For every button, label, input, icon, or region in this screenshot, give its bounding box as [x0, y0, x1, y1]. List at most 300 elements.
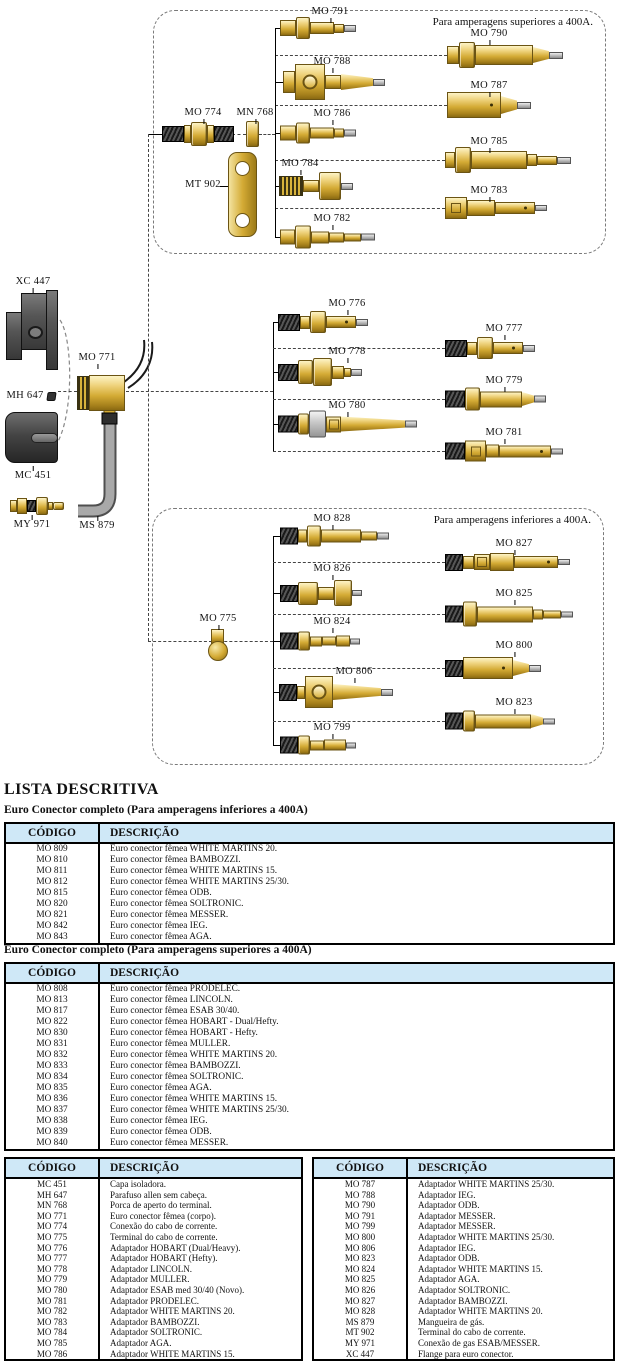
- table-row: [5, 1017, 614, 1028]
- part-segment: [344, 233, 361, 241]
- part-mo-774: [162, 122, 234, 146]
- part-code-label: XC 447: [15, 276, 51, 287]
- table-row: [5, 1211, 302, 1222]
- part-segment: [477, 606, 533, 622]
- part-segment: [405, 421, 417, 428]
- connector-line: [273, 536, 280, 537]
- column-header: CÓDIGO: [313, 1158, 407, 1178]
- part-segment: [341, 74, 373, 90]
- part-segment: [352, 590, 362, 596]
- table-row: [5, 1006, 614, 1017]
- part-mo-788: [283, 64, 385, 100]
- table-row: [5, 1083, 614, 1094]
- part-segment: [298, 582, 318, 605]
- table-row: [5, 1200, 302, 1211]
- part-description: Euro conector fêmea WHITE MARTINS 20.: [110, 844, 278, 854]
- part-segment: [465, 441, 486, 462]
- table-row: [313, 1274, 614, 1285]
- part-segment: [523, 345, 535, 352]
- part-mo-826: [280, 580, 362, 606]
- part-segment: [321, 530, 361, 543]
- part-description: Euro conector fêmea WHITE MARTINS 25/30.: [110, 877, 289, 887]
- part-description: Conexão do cabo de corrente.: [110, 1221, 218, 1232]
- part-mo-827: [445, 553, 570, 571]
- bore-hole: [312, 685, 327, 700]
- part-code: MO 775: [5, 1232, 99, 1243]
- table-components-left: [4, 1157, 303, 1361]
- part-code: MO 821: [5, 910, 99, 921]
- hose-fitting: [102, 413, 117, 424]
- part-segment: [278, 314, 300, 331]
- part-description: Euro conector fêmea ESAB 30/40.: [110, 1006, 240, 1016]
- part-segment: [334, 24, 344, 33]
- table-row: [313, 1264, 614, 1275]
- part-segment: [381, 689, 393, 696]
- part-segment: [310, 22, 334, 34]
- part-segment: [344, 25, 356, 32]
- bore-hole: [303, 75, 318, 90]
- part-segment: [310, 128, 334, 139]
- part-segment: [184, 125, 191, 143]
- part-code: MO 778: [5, 1264, 99, 1275]
- connector-line: [273, 451, 445, 452]
- part-segment: [513, 660, 529, 676]
- part-description: Euro conector fêmea AGA.: [110, 1083, 212, 1093]
- part-segment: [445, 443, 465, 460]
- table-row: [5, 1127, 614, 1138]
- part-segment: [447, 92, 501, 118]
- table-row: [5, 1338, 302, 1349]
- column-header: DESCRIÇÃO: [407, 1158, 614, 1178]
- part-code: MO 779: [5, 1274, 99, 1285]
- connector-line: [275, 55, 447, 56]
- connector-line: [275, 82, 283, 83]
- part-segment: [361, 532, 377, 541]
- part-segment: [280, 633, 298, 650]
- gas-hose: [78, 420, 110, 511]
- connector-line: [273, 745, 280, 746]
- part-segment: [325, 75, 341, 89]
- part-mo-823: [445, 711, 555, 732]
- table-row: [5, 995, 614, 1006]
- part-xc-447: [6, 290, 58, 370]
- part-code: MY 971: [313, 1338, 407, 1349]
- part-segment: [445, 554, 463, 571]
- part-code: MO 812: [5, 877, 99, 888]
- table-row: [5, 1317, 302, 1328]
- connector-line: [275, 28, 276, 237]
- part-description: Euro conector fêmea WHITE MARTINS 15.: [110, 1094, 278, 1104]
- part-mo-786: [280, 123, 356, 144]
- part-mo-791: [280, 17, 356, 39]
- part-segment: [46, 392, 56, 401]
- part-segment: [313, 358, 332, 386]
- part-segment: [278, 416, 298, 433]
- table-row: [5, 1264, 302, 1275]
- part-mt-902: [228, 152, 257, 237]
- part-segment: [475, 45, 533, 65]
- part-code: MO 831: [5, 1039, 99, 1050]
- part-mh-647: [47, 392, 56, 401]
- square-detail: [329, 419, 339, 429]
- connector-line: [273, 562, 445, 563]
- part-code-label: MO 777: [485, 323, 523, 334]
- table-row: [5, 1296, 302, 1307]
- table-row: [5, 1116, 614, 1127]
- part-description: Adaptador ODB.: [418, 1253, 480, 1264]
- part-code-label: MO 778: [328, 346, 366, 357]
- part-segment: [334, 129, 344, 138]
- part-description: Euro conector fêmea (corpo).: [110, 1210, 216, 1221]
- part-code: MO 800: [313, 1232, 407, 1243]
- part-segment: [332, 366, 344, 379]
- part-code: MO 843: [5, 932, 99, 944]
- table-row: [5, 1138, 614, 1150]
- part-code: MO 838: [5, 1116, 99, 1127]
- table-row: [313, 1338, 614, 1349]
- part-segment: [445, 391, 465, 408]
- part-segment: [463, 657, 513, 679]
- group-caption-superiores: Para amperagens superiores a 400A.: [432, 16, 593, 28]
- part-segment: [10, 500, 17, 512]
- part-segment: [296, 123, 310, 144]
- part-segment: [535, 205, 547, 211]
- table-row: [5, 1349, 302, 1361]
- part-segment: [467, 342, 477, 355]
- part-segment: [77, 376, 89, 410]
- part-segment: [543, 610, 561, 618]
- part-segment: [319, 172, 341, 200]
- part-segment: [326, 316, 356, 328]
- part-segment: [499, 445, 551, 457]
- part-segment: [531, 714, 543, 728]
- part-segment: [310, 636, 322, 646]
- part-code: MO 827: [313, 1296, 407, 1307]
- part-code: MO 781: [5, 1296, 99, 1307]
- part-segment: [445, 713, 463, 730]
- connector-line: [232, 134, 246, 135]
- part-code-label: MY 971: [13, 519, 51, 530]
- part-segment: [89, 375, 125, 411]
- page-title: LISTA DESCRITIVA: [4, 781, 159, 798]
- part-segment: [207, 125, 214, 143]
- part-segment: [495, 202, 535, 214]
- connector-line: [275, 208, 445, 209]
- part-description: Euro conector fêmea WHITE MARTINS 15.: [110, 866, 278, 876]
- part-mo-800: [445, 657, 541, 679]
- part-description: Euro conector fêmea WHITE MARTINS 25/30.: [110, 1105, 289, 1115]
- table-row: [5, 983, 614, 995]
- part-description: Conexão de gas ESAB/MESSER.: [418, 1337, 541, 1348]
- part-description: Euro conector fêmea ODB.: [110, 1127, 212, 1137]
- part-segment: [475, 714, 531, 728]
- pin-hole: [540, 450, 543, 453]
- connector-line: [58, 391, 77, 392]
- part-code-label: MO 788: [313, 56, 351, 67]
- part-segment: [214, 126, 234, 142]
- part-mo-771: [77, 375, 125, 411]
- part-description: Adaptador LINCOLN.: [110, 1263, 192, 1274]
- part-description: Adaptador AGA.: [110, 1337, 172, 1348]
- part-code-label: MO 786: [313, 108, 351, 119]
- part-segment: [474, 554, 490, 570]
- part-segment: [537, 156, 557, 165]
- part-segment: [298, 414, 309, 435]
- part-code-label: MO 823: [495, 697, 533, 708]
- table-row: [313, 1200, 614, 1211]
- table-row: [5, 1039, 614, 1050]
- part-segment: [445, 340, 467, 357]
- table-row: [5, 1061, 614, 1072]
- table-row: [5, 1221, 302, 1232]
- part-description: Euro conector fêmea AGA.: [110, 932, 212, 942]
- part-segment: [280, 585, 298, 602]
- part-segment: [298, 360, 313, 384]
- part-mo-781: [445, 441, 563, 462]
- part-segment: [336, 636, 350, 647]
- part-code-label: MO 787: [470, 80, 508, 91]
- part-description: Flange para euro conector.: [418, 1348, 514, 1359]
- table-row: [5, 1327, 302, 1338]
- table-row: [5, 1232, 302, 1243]
- part-code-label: MO 826: [313, 563, 351, 574]
- column-header: CÓDIGO: [5, 823, 99, 843]
- part-segment: [295, 226, 311, 249]
- table-row: [313, 1178, 614, 1190]
- part-mo-799: [280, 736, 356, 755]
- part-segment: [534, 396, 546, 403]
- part-mo-778: [278, 358, 362, 386]
- cap-slot: [31, 433, 58, 443]
- connector-line: [273, 593, 280, 594]
- part-segment: [501, 96, 517, 114]
- table-row: [5, 843, 614, 855]
- table-row: [5, 1050, 614, 1061]
- part-segment: [329, 232, 344, 242]
- connector-line: [220, 186, 228, 187]
- part-description: Adaptador HOBART (Hefty).: [110, 1253, 218, 1264]
- part-code-label: MS 879: [79, 520, 115, 531]
- part-code: MO 777: [5, 1253, 99, 1264]
- part-code-label: MO 780: [328, 400, 366, 411]
- table-row: [5, 1253, 302, 1264]
- part-code: MO 799: [313, 1221, 407, 1232]
- part-segment: [361, 234, 375, 241]
- part-code: MO 815: [5, 888, 99, 899]
- part-code: MO 823: [313, 1253, 407, 1264]
- column-header: DESCRIÇÃO: [99, 1158, 302, 1178]
- part-segment: [36, 497, 48, 515]
- connector-line: [273, 322, 274, 451]
- part-segment: [307, 526, 321, 547]
- connector-line: [275, 105, 447, 106]
- table-row: [313, 1285, 614, 1296]
- part-segment: [296, 17, 310, 39]
- table-row: [5, 1094, 614, 1105]
- table-euro-conector-superiores: [4, 962, 615, 1151]
- table-row: [313, 1211, 614, 1222]
- part-mo-790: [447, 42, 563, 68]
- part-code: MO 835: [5, 1083, 99, 1094]
- part-description: Adaptador WHITE MARTINS 20.: [418, 1306, 543, 1317]
- part-code: MO 826: [313, 1285, 407, 1296]
- part-segment: [445, 152, 455, 168]
- part-description: Euro conector fêmea BAMBOZZI.: [110, 1061, 241, 1071]
- part-description: Adaptador BAMBOZZI.: [110, 1316, 200, 1327]
- part-segment: [27, 500, 36, 512]
- table-row: [5, 1105, 614, 1116]
- part-description: Capa isoladora.: [110, 1179, 166, 1189]
- table-row: [5, 932, 614, 944]
- part-description: Adaptador PRODELEC.: [110, 1295, 199, 1306]
- part-code-label: MO 775: [199, 613, 237, 624]
- part-segment: [309, 411, 326, 438]
- part-description: Porca de aperto do terminal.: [110, 1200, 212, 1211]
- connector-line: [273, 614, 445, 615]
- table-subtitle-superiores: Euro Conector completo (Para amperagens superiores a 400A): [4, 944, 312, 956]
- connector-line: [148, 134, 162, 135]
- part-description: Adaptador IEG.: [418, 1242, 476, 1253]
- table-euro-conector-inferiores: [4, 822, 615, 945]
- part-segment: [529, 665, 541, 672]
- part-segment: [318, 587, 334, 600]
- connector-line: [273, 641, 280, 642]
- group-caption-inferiores: Para amperagens inferiores a 400A.: [433, 514, 591, 526]
- part-code: MO 784: [5, 1327, 99, 1338]
- part-code: MO 782: [5, 1306, 99, 1317]
- part-segment: [6, 312, 22, 360]
- part-code: MC 451: [5, 1178, 99, 1190]
- pin-hole: [490, 104, 493, 107]
- part-segment: [377, 533, 389, 540]
- part-description: Adaptador MESSER.: [418, 1221, 496, 1232]
- part-mo-828: [280, 526, 389, 547]
- part-description: Euro conector fêmea IEG.: [110, 921, 208, 931]
- part-segment: [298, 632, 310, 651]
- part-segment: [21, 293, 47, 350]
- mount-hole: [28, 326, 43, 339]
- part-code: MO 790: [313, 1200, 407, 1211]
- table-row: [313, 1317, 614, 1328]
- part-mo-785: [445, 147, 571, 173]
- part-segment: [522, 392, 534, 406]
- part-segment: [467, 200, 495, 216]
- part-segment: [305, 676, 333, 708]
- part-code: MN 768: [5, 1200, 99, 1211]
- part-description: Euro conector fêmea MESSER.: [110, 910, 229, 920]
- part-code: MO 771: [5, 1211, 99, 1222]
- connector-line: [259, 134, 275, 135]
- part-segment: [344, 130, 356, 137]
- part-mo-777: [445, 337, 535, 359]
- part-code: MS 879: [313, 1317, 407, 1328]
- part-segment: [549, 52, 563, 59]
- part-code-label: MO 784: [281, 158, 319, 169]
- table-components-right: [312, 1157, 615, 1361]
- column-header: CÓDIGO: [5, 1158, 99, 1178]
- part-description: Euro conector fêmea SOLTRONIC.: [110, 1072, 244, 1082]
- part-segment: [557, 157, 571, 164]
- part-segment: [162, 126, 184, 142]
- connector-line: [126, 391, 273, 392]
- part-code: MO 780: [5, 1285, 99, 1296]
- part-code: MO 809: [5, 843, 99, 855]
- table-row: [313, 1296, 614, 1307]
- part-segment: [533, 47, 549, 63]
- part-mo-775: [208, 629, 228, 662]
- part-code: MO 806: [313, 1243, 407, 1254]
- table-row: [5, 1190, 302, 1201]
- part-code-label: MO 806: [335, 666, 373, 677]
- terminal-hole: [235, 161, 250, 176]
- pin-hole: [524, 207, 527, 210]
- part-code-label: MO 827: [495, 538, 533, 549]
- part-code-label: MO 783: [470, 185, 508, 196]
- table-row: [313, 1327, 614, 1338]
- part-segment: [459, 42, 475, 68]
- part-code: MO 820: [5, 899, 99, 910]
- part-segment: [310, 740, 324, 750]
- table-row: [5, 1306, 302, 1317]
- part-segment: [280, 20, 296, 36]
- part-segment: [558, 559, 570, 565]
- part-code: MH 647: [5, 1190, 99, 1201]
- part-segment: [46, 290, 58, 370]
- part-segment: [351, 369, 362, 376]
- part-segment: [493, 342, 523, 354]
- part-description: Adaptador ODB.: [418, 1200, 480, 1211]
- part-segment: [551, 448, 563, 454]
- table-row: [5, 1243, 302, 1254]
- part-description: Adaptador AGA.: [418, 1274, 480, 1285]
- part-segment: [373, 79, 385, 86]
- column-header: CÓDIGO: [5, 963, 99, 983]
- column-header: DESCRIÇÃO: [99, 823, 614, 843]
- part-code: MO 834: [5, 1072, 99, 1083]
- part-segment: [543, 718, 555, 724]
- table-row: [313, 1243, 614, 1254]
- part-description: Euro conector fêmea LINCOLN.: [110, 995, 233, 1005]
- part-description: Euro conector fêmea MESSER.: [110, 1138, 229, 1148]
- part-code-label: MO 828: [313, 513, 351, 524]
- part-segment: [298, 736, 310, 755]
- part-description: Adaptador WHITE MARTINS 15.: [418, 1263, 543, 1274]
- square-detail: [451, 203, 461, 213]
- gas-hose-outline: [78, 420, 110, 511]
- part-description: Euro conector fêmea BAMBOZZI.: [110, 855, 241, 865]
- part-mo-784: [279, 172, 353, 200]
- table-row: [5, 888, 614, 899]
- part-segment: [445, 660, 463, 677]
- connector-wire: [124, 340, 144, 382]
- part-segment: [283, 71, 295, 93]
- part-segment: [53, 502, 64, 510]
- part-code-label: MO 771: [78, 352, 116, 363]
- part-mo-824: [280, 632, 360, 651]
- part-segment: [280, 230, 295, 245]
- part-code: MO 785: [5, 1338, 99, 1349]
- part-segment: [463, 556, 474, 569]
- part-description: Adaptador WHITE MARTINS 25/30.: [418, 1179, 555, 1189]
- part-description: Adaptador WHITE MARTINS 20.: [110, 1306, 235, 1317]
- part-segment: [300, 316, 310, 329]
- part-segment: [326, 416, 341, 432]
- part-code-label: MO 791: [311, 6, 349, 17]
- part-description: Euro conector fêmea WHITE MARTINS 20.: [110, 1050, 278, 1060]
- part-mo-825: [445, 602, 573, 627]
- part-segment: [280, 528, 298, 545]
- part-segment: [280, 737, 298, 754]
